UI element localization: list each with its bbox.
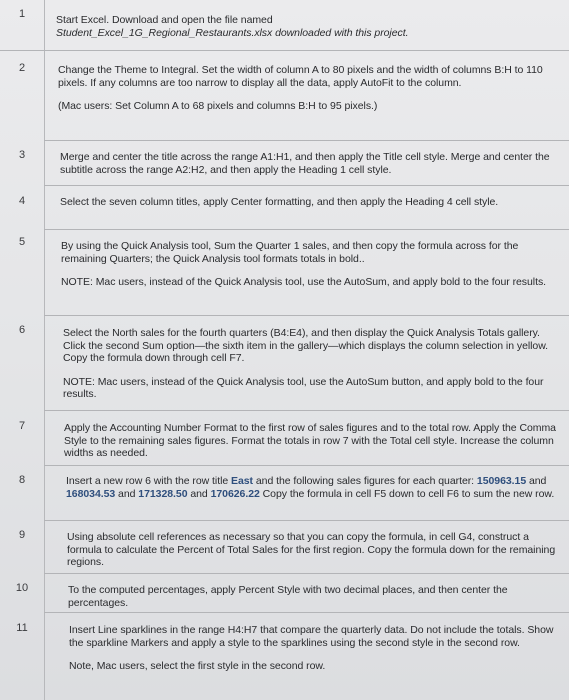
step-text-fragment: and the following sales figures for each quarter:: [253, 475, 477, 487]
step-text-fragment: Copy the formula in cell F5 down to cell F6 to sum the new row.: [259, 487, 555, 500]
step-paragraph: Apply the Accounting Number Format to the first row of sales figures and to the total row. Apply the Comma Style to the remaining sales figures. Format the totals in row 7 with the Total cell style. Increase the column widths as needed.: [64, 422, 556, 459]
step-paragraph: NOTE: Mac users, instead of the Quick Analysis tool, use the AutoSum, and apply bold to the four results.: [61, 276, 547, 288]
step-number: 2: [18, 62, 26, 74]
row-divider: [44, 520, 569, 521]
step-text: [68, 584, 561, 609]
file-name: Student_Excel_1G_Regional_Restaurants.xlsx downloaded with this project.: [56, 26, 409, 39]
step-number: 4: [18, 195, 26, 207]
step-number: 6: [18, 324, 26, 336]
step-text: [63, 327, 561, 401]
row-divider: [44, 465, 569, 466]
step-paragraph: Using absolute cell references as necessary so that you can copy the formula, in cell G4, construct a formula to calculate the Percent of Total Sales for the first region. Copy the formula down for the remaining regions.: [67, 531, 556, 568]
step-text: [58, 64, 561, 113]
step-paragraph: To the computed percentages, apply Percent Style with two decimal places, and then center the percentages.: [68, 584, 508, 609]
sales-value-q1: 150963.15: [476, 475, 527, 487]
step-paragraph: Insert Line sparklines in the range H4:H7 that compare the quarterly data. Do not include the totals. Show the sparkline Markers and apply a style to the sparklines using the second style in the second row.: [69, 624, 554, 649]
sales-value-q2: 168034.53: [66, 487, 116, 500]
row-divider: [44, 612, 569, 613]
row-divider: [44, 185, 569, 186]
row-title-east: East: [231, 475, 253, 487]
row-divider: [44, 315, 569, 316]
step-text: [56, 14, 561, 39]
step-number: 7: [18, 420, 26, 432]
step-number: 5: [18, 236, 26, 248]
step-paragraph: [66, 475, 561, 500]
step-text-fragment: and: [526, 475, 547, 487]
sales-value-q3: 171328.50: [138, 487, 188, 500]
step-number-column: [0, 0, 45, 700]
step-text: [66, 475, 561, 500]
step-number: 3: [18, 149, 26, 161]
row-divider: [44, 410, 569, 411]
step-paragraph: Select the North sales for the fourth quarters (B4:E4), and then display the Quick Analysis Totals gallery. Click the second Sum option—the sixth item in the gallery—which displays the column selection in yellow. Copy the formula down through cell F7.: [63, 327, 549, 364]
step-paragraph: Start Excel. Download and open the file named: [56, 14, 273, 26]
step-paragraph: Note, Mac users, select the first style in the second row.: [69, 660, 326, 672]
step-paragraph: Select the seven column titles, apply Center formatting, and then apply the Heading 4 cell style.: [60, 196, 499, 208]
step-number: 9: [18, 529, 26, 541]
sales-value-q4: 170626.22: [210, 487, 260, 500]
step-number: 8: [18, 474, 26, 486]
row-divider: [44, 140, 569, 141]
step-text-fragment: Insert a new row 6 with the row title: [66, 475, 232, 487]
step-paragraph: By using the Quick Analysis tool, Sum the Quarter 1 sales, and then copy the formula across for the remaining Quarters; the Quick Analysis tool formats totals in bold..: [61, 240, 519, 265]
step-text-fragment: and: [187, 487, 211, 500]
step-text: [69, 624, 561, 673]
step-text: [60, 196, 561, 209]
step-text: [60, 151, 561, 176]
step-paragraph: NOTE: Mac users, instead of the Quick Analysis tool, use the AutoSum button, and apply bold to the four results.: [63, 375, 544, 400]
step-paragraph: Change the Theme to Integral. Set the width of column A to 80 pixels and the width of columns B:H to 110 pixels. If any columns are too narrow to display all the data, apply AutoFit to the column.: [58, 64, 543, 89]
step-number: 11: [16, 622, 28, 634]
step-paragraph: (Mac users: Set Column A to 68 pixels and columns B:H to 95 pixels.): [58, 100, 378, 112]
step-number: 1: [18, 8, 26, 20]
row-divider: [44, 229, 569, 230]
step-text: [67, 531, 561, 569]
row-divider: [0, 50, 569, 51]
step-text-fragment: and: [115, 487, 139, 500]
step-paragraph: [56, 27, 561, 40]
step-number: 10: [15, 582, 29, 594]
step-text: [64, 422, 561, 460]
step-text: [61, 240, 561, 289]
row-divider: [44, 573, 569, 574]
step-paragraph: Merge and center the title across the range A1:H1, and then apply the Title cell style. Merge and center the subtitle across the range A2:H2, and then apply the Heading 1 cell style.: [60, 151, 550, 176]
